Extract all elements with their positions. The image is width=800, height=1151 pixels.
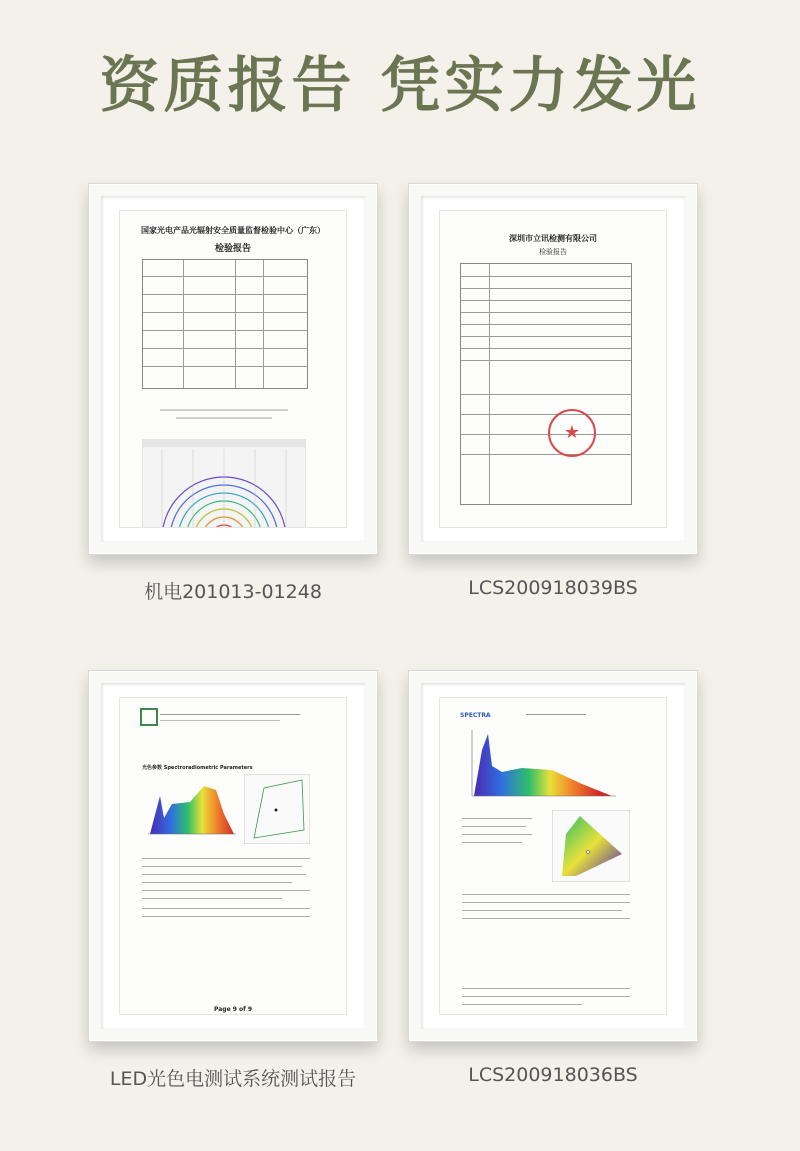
lab-logo-icon [140, 708, 158, 726]
report-table [460, 263, 632, 505]
document-subheading: 检验报告 [214, 244, 251, 254]
red-seal-icon: ★ [548, 409, 596, 457]
page-title: 资质报告 凭实力发光 [99, 51, 701, 121]
frame-mat [101, 196, 365, 542]
certificate-caption: LCS200918036BS [468, 1064, 638, 1086]
certificate-caption: LED光色电测试系统测试报告 [109, 1068, 357, 1090]
certificate-caption: LCS200918039BS [468, 577, 638, 599]
certificate-card [88, 670, 378, 1091]
spectrum-chart [462, 726, 622, 806]
certificate-caption: 机电201013-01248 [144, 581, 322, 603]
frame-mat [421, 683, 685, 1029]
certificate-card [408, 670, 698, 1086]
document-heading: 深圳市立讯检测有限公司 [509, 234, 597, 243]
certificate-card [408, 183, 698, 599]
brand-logo: SPECTRA [460, 712, 491, 719]
cie-diagram [552, 810, 630, 882]
chromaticity-diagram [244, 774, 310, 844]
certificate-document [119, 697, 347, 1015]
light-distribution-chart [142, 439, 306, 528]
report-table [142, 259, 308, 389]
certificate-frame [408, 670, 698, 1042]
frame-mat [421, 196, 685, 542]
certificate-frame [88, 183, 378, 555]
certificate-document [439, 210, 667, 528]
certificate-card [88, 183, 378, 604]
certificate-frame [88, 670, 378, 1042]
frame-mat [101, 683, 365, 1029]
document-subheading: 检验报告 [539, 248, 567, 256]
page-number: Page 9 of 9 [214, 1006, 252, 1013]
document-heading: 光色参数 Spectroradiometric Parameters [142, 765, 253, 771]
certificate-document [119, 210, 347, 528]
document-heading: 国家光电产品光辐射安全质量监督检验中心（广东） [141, 226, 325, 235]
certificate-frame [408, 183, 698, 555]
spectrum-chart [142, 774, 238, 840]
certificate-document [439, 697, 667, 1015]
